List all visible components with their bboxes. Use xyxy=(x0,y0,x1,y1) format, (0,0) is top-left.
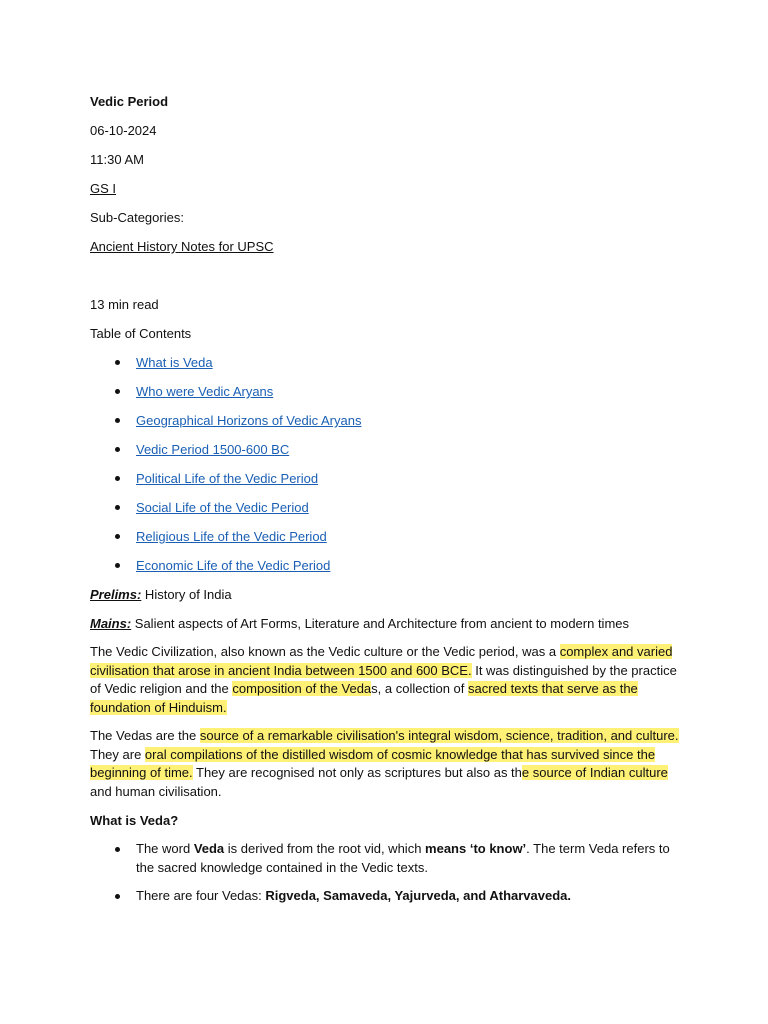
text-run: The word xyxy=(136,841,194,856)
mains-label: Mains: xyxy=(90,616,132,631)
toc-item xyxy=(90,527,688,556)
text-run: The Vedic Civilization, also known as the Vedic culture or the Vedic period, was a xyxy=(90,644,560,659)
toc-heading: Table of Contents xyxy=(90,326,192,341)
doc-time: 11:30 AM xyxy=(90,152,144,167)
table-of-contents xyxy=(90,353,688,585)
toc-item xyxy=(90,556,688,585)
toc-link-vedic-aryans[interactable]: Who were Vedic Aryans xyxy=(136,384,274,399)
text-run: is derived from the root vid, which xyxy=(224,841,426,856)
toc-item xyxy=(90,411,688,440)
toc-link-political-life[interactable]: Political Life of the Vedic Period xyxy=(136,471,319,486)
bold-run: Veda xyxy=(193,841,225,856)
toc-link-geographical-horizons[interactable]: Geographical Horizons of Vedic Aryans xyxy=(136,413,362,428)
bold-run: Rigveda, Samaveda, Yajurveda, and Atharvaveda. xyxy=(265,888,572,903)
highlight: source of a remarkable civilisation's integral wisdom, science, tradition, and culture. xyxy=(199,728,679,743)
prelims-line xyxy=(90,585,688,604)
list-item xyxy=(90,887,688,906)
prelims-label: Prelims: xyxy=(90,587,142,602)
doc-date: 06-10-2024 xyxy=(90,123,157,138)
toc-item xyxy=(90,353,688,382)
text-run: The Vedas are the xyxy=(90,728,200,743)
toc-item xyxy=(90,382,688,411)
toc-link-religious-life[interactable]: Religious Life of the Vedic Period xyxy=(136,529,327,544)
highlight: complex and varied civilisation that arose in ancient India between 1500 and 600 BCE. xyxy=(90,644,673,678)
text-run: They are xyxy=(90,746,145,762)
mains-line xyxy=(90,614,688,633)
highlight: oral compilations of the distilled wisdom of cosmic knowledge that has survived since the beginning of time. xyxy=(90,746,656,780)
toc-item xyxy=(90,469,688,498)
subcategory-link[interactable]: Ancient History Notes for UPSC xyxy=(90,239,274,254)
vedas-paragraph xyxy=(90,727,688,801)
text-run: They are recognised not only as scriptures but also as th xyxy=(192,765,522,780)
spacer xyxy=(90,266,688,295)
toc-link-economic-life[interactable]: Economic Life of the Vedic Period xyxy=(136,558,331,573)
list-item xyxy=(90,840,688,877)
highlight: composition of the Veda xyxy=(232,681,372,696)
toc-item xyxy=(90,440,688,469)
veda-bullets xyxy=(90,840,688,906)
bold-run: means ‘to know’ xyxy=(425,841,527,856)
paper-link[interactable]: GS I xyxy=(90,181,117,196)
subcategories-label: Sub-Categories: xyxy=(90,210,184,225)
doc-title: Vedic Period xyxy=(90,94,169,109)
highlight: sacred texts that serve as the foundation of Hinduism. xyxy=(90,681,638,715)
intro-paragraph xyxy=(90,643,688,717)
text-run: There are four Vedas: xyxy=(136,888,266,903)
toc-link-social-life[interactable]: Social Life of the Vedic Period xyxy=(136,500,309,515)
text-run: s, a collection of xyxy=(371,681,468,696)
read-time: 13 min read xyxy=(90,297,159,312)
text-run: and human civilisation. xyxy=(90,783,222,799)
text-run: It was distinguished by the practice of Vedic religion and the xyxy=(90,662,677,696)
mains-text: Salient aspects of Art Forms, Literature and Architecture from ancient to modern times xyxy=(131,616,630,631)
toc-item xyxy=(90,498,688,527)
highlight: e source of Indian culture xyxy=(521,765,668,780)
prelims-text: History of India xyxy=(141,587,232,602)
section-heading: What is Veda? xyxy=(90,813,179,828)
text-run: . The term Veda refers to the sacred knowledge contained in the Vedic texts. xyxy=(136,841,670,875)
toc-link-what-is-veda[interactable]: What is Veda xyxy=(136,355,213,370)
toc-link-vedic-period[interactable]: Vedic Period 1500-600 BC xyxy=(136,442,290,457)
